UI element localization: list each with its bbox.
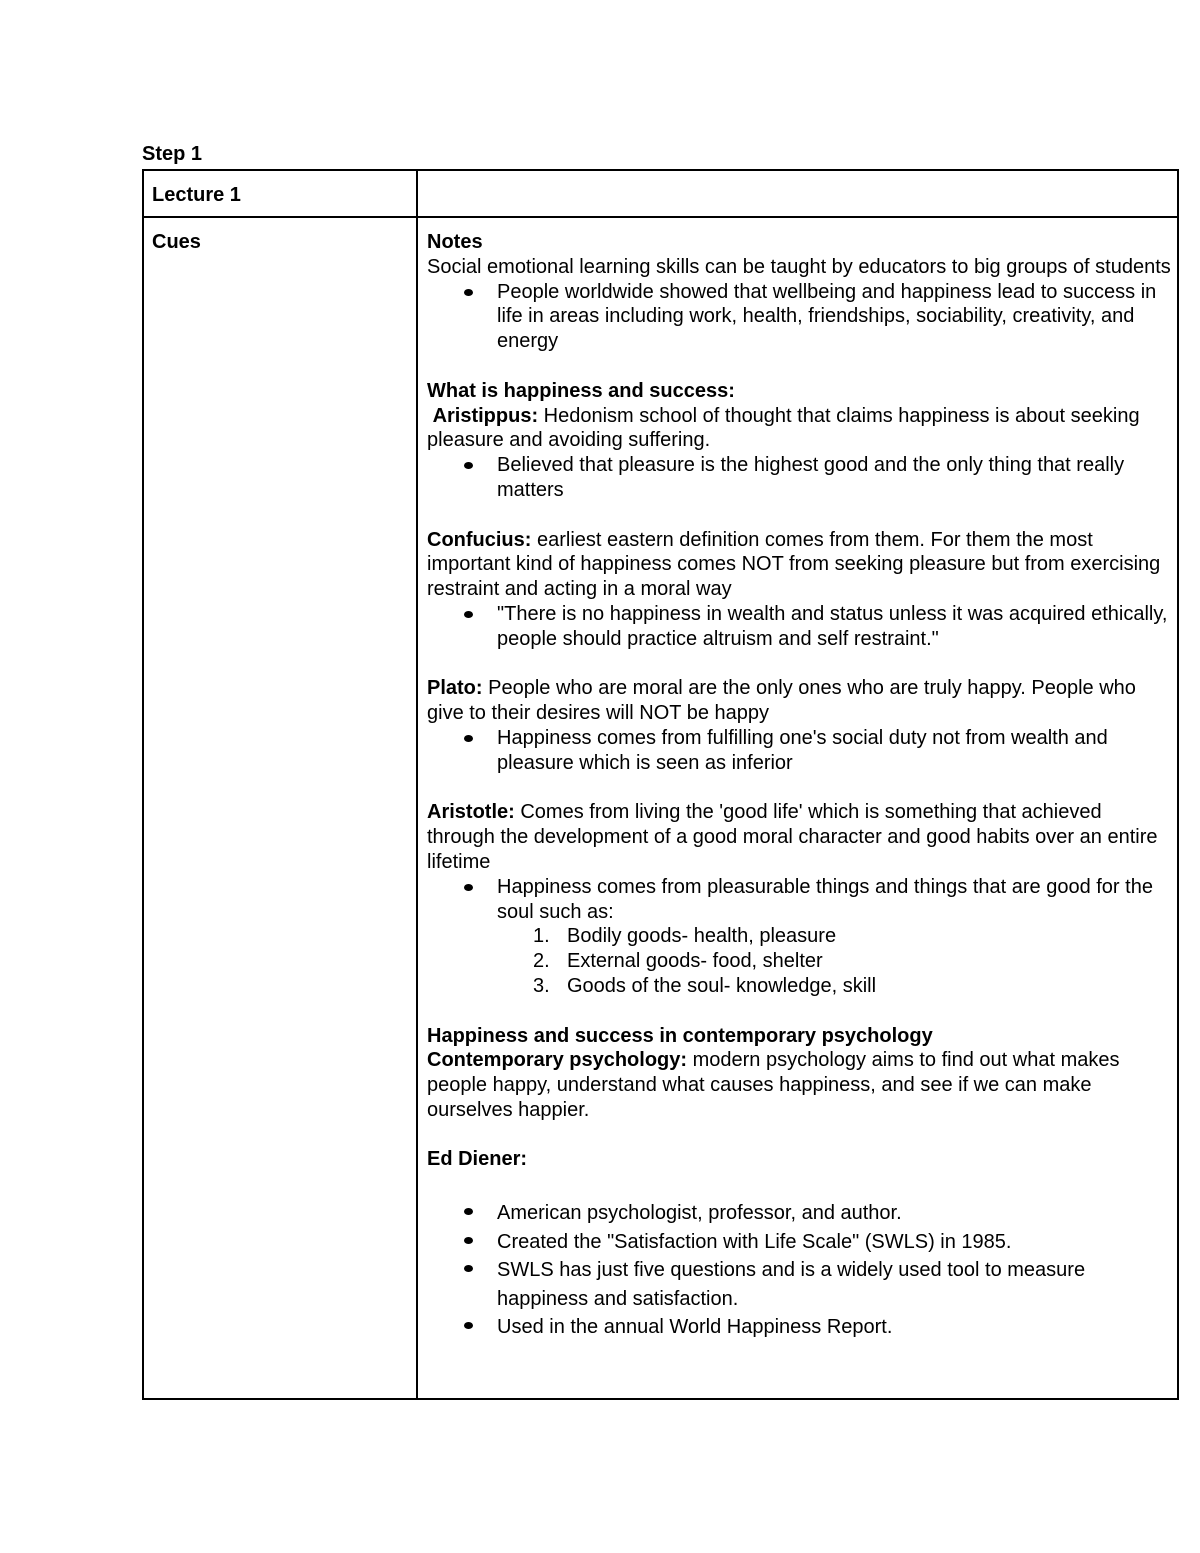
contemporary-paragraph <box>427 1048 1172 1122</box>
list-text: External goods- food, shelter <box>567 950 823 973</box>
contemporary-name: Contemporary psychology: <box>427 1049 688 1072</box>
aristippus-text: Hedonism school of thought that claims happiness is about seeking pleasure and avoiding suffering. <box>427 404 1140 452</box>
contemporary-text: modern psychology aims to find out what makes people happy, understand what causes happiness, and see if we can make ourselves happier. <box>427 1049 1120 1121</box>
list-item: American psychologist, professor, and author. <box>497 1199 1172 1228</box>
aristippus-name: Aristippus: <box>432 404 539 427</box>
column-divider <box>416 171 418 1398</box>
section-heading-contemporary: Happiness and success in contemporary psychology <box>427 1024 933 1047</box>
confucius-paragraph <box>427 528 1172 602</box>
list-item <box>533 949 1172 974</box>
list-number: 2. <box>533 950 550 973</box>
header-row-divider <box>144 216 1177 218</box>
plato-name: Plato: <box>427 677 483 700</box>
aristotle-name: Aristotle: <box>427 801 515 824</box>
goods-numbered-list <box>427 924 1172 998</box>
list-item: SWLS has just five questions and is a widely used tool to measure happiness and satisfaction. <box>497 1256 1172 1313</box>
list-item: Happiness comes from pleasurable things and things that are good for the soul such as: <box>497 875 1172 925</box>
confucius-name: Confucius: <box>427 528 532 551</box>
aristippus-paragraph <box>427 404 1172 454</box>
aristotle-paragraph <box>427 800 1172 874</box>
list-number: 3. <box>533 974 550 997</box>
diener-bullet-list <box>427 1199 1172 1342</box>
list-item: "There is no happiness in wealth and status unless it was acquired ethically, people should practice altruism and self restraint." <box>497 602 1172 652</box>
list-item: Created the "Satisfaction with Life Scale" (SWLS) in 1985. <box>497 1228 1172 1257</box>
notes-label: Notes <box>427 231 483 253</box>
list-text: Goods of the soul- knowledge, skill <box>567 974 877 997</box>
list-item: Used in the annual World Happiness Report. <box>497 1313 1172 1342</box>
list-item <box>533 974 1172 999</box>
lecture-label: Lecture 1 <box>152 184 241 206</box>
list-text: Bodily goods- health, pleasure <box>567 925 837 948</box>
aristotle-text: Comes from living the 'good life' which is something that achieved through the development of a good moral character and good habits over an entire lifetime <box>427 801 1158 873</box>
aristotle-bullet-list <box>427 875 1172 925</box>
list-item <box>533 924 1172 949</box>
list-item: Happiness comes from fulfilling one's social duty not from wealth and pleasure which is seen as inferior <box>497 726 1172 776</box>
cornell-notes-table <box>142 169 1179 1400</box>
step-heading: Step 1 <box>142 143 203 165</box>
cues-label: Cues <box>152 231 201 253</box>
intro-paragraph: Social emotional learning skills can be taught by educators to big groups of students <box>427 255 1171 278</box>
confucius-bullet-list <box>427 602 1172 652</box>
list-item: People worldwide showed that wellbeing and happiness lead to success in life in areas including work, health, friendships, sociability, creativity, and energy <box>497 280 1172 354</box>
section-heading-happiness-success: What is happiness and success: <box>427 379 735 402</box>
list-item: Believed that pleasure is the highest good and the only thing that really matters <box>497 453 1172 503</box>
plato-bullet-list <box>427 726 1172 776</box>
plato-paragraph <box>427 676 1172 726</box>
diener-heading: Ed Diener: <box>427 1148 528 1171</box>
list-number: 1. <box>533 925 550 948</box>
plato-text: People who are moral are the only ones who are truly happy. People who give to their desires will NOT be happy <box>427 677 1136 725</box>
aristippus-bullet-list <box>427 453 1172 503</box>
confucius-text: earliest eastern definition comes from them. For them the most important kind of happiness comes NOT from seeking pleasure but from exercising restraint and acting in a moral way <box>427 528 1161 601</box>
notes-column <box>427 230 1172 1342</box>
intro-bullet-list <box>427 280 1172 354</box>
